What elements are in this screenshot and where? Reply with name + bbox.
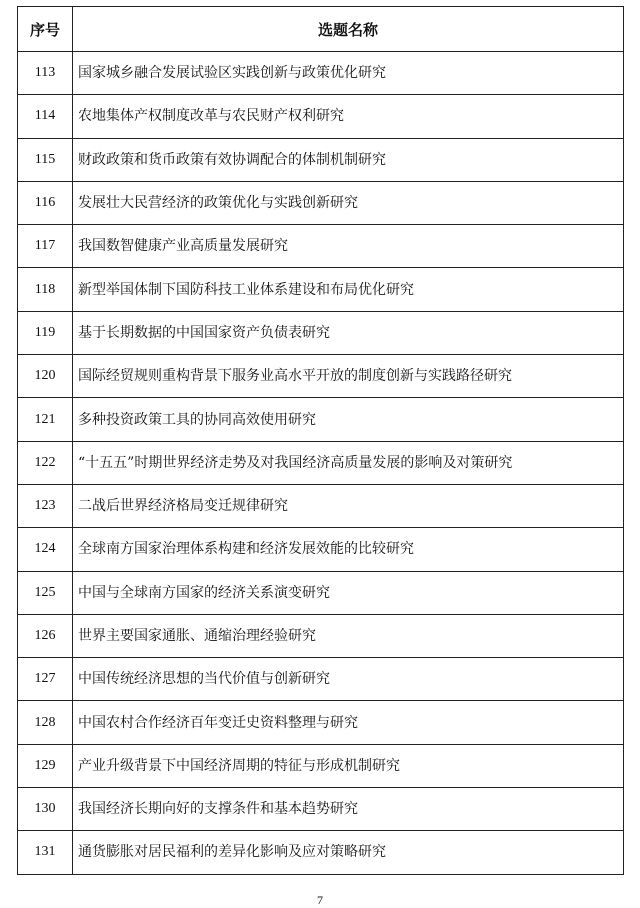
row-index: 131 [18, 831, 73, 874]
row-topic-name: 基于长期数据的中国国家资产负债表研究 [73, 311, 624, 354]
table-row [18, 311, 624, 354]
row-index: 113 [18, 52, 73, 95]
table-header-row [18, 7, 624, 52]
row-topic-name: 发展壮大民营经济的政策优化与实践创新研究 [73, 181, 624, 224]
row-index: 126 [18, 614, 73, 657]
row-topic-name: 中国与全球南方国家的经济关系演变研究 [73, 571, 624, 614]
row-topic-name: 多种投资政策工具的协同高效使用研究 [73, 398, 624, 441]
row-topic-name: 财政政策和货币政策有效协调配合的体制机制研究 [73, 138, 624, 181]
topic-table [17, 6, 624, 875]
row-topic-name: 农地集体产权制度改革与农民财产权利研究 [73, 95, 624, 138]
table-row [18, 398, 624, 441]
table-row [18, 788, 624, 831]
row-index: 114 [18, 95, 73, 138]
header-topic-name: 选题名称 [73, 7, 624, 52]
row-index: 123 [18, 484, 73, 527]
table-row [18, 181, 624, 224]
row-index: 121 [18, 398, 73, 441]
row-topic-name: 全球南方国家治理体系构建和经济发展效能的比较研究 [73, 528, 624, 571]
row-topic-name: 我国经济长期向好的支撑条件和基本趋势研究 [73, 788, 624, 831]
row-topic-name: 通货膨胀对居民福利的差异化影响及应对策略研究 [73, 831, 624, 874]
row-index: 120 [18, 355, 73, 398]
table-row [18, 355, 624, 398]
row-index: 128 [18, 701, 73, 744]
row-topic-name: 我国数智健康产业高质量发展研究 [73, 225, 624, 268]
table-row [18, 225, 624, 268]
row-topic-name: 中国农村合作经济百年变迁史资料整理与研究 [73, 701, 624, 744]
table-row [18, 701, 624, 744]
row-topic-name: 世界主要国家通胀、通缩治理经验研究 [73, 614, 624, 657]
row-index: 124 [18, 528, 73, 571]
page-number: 7 [317, 893, 323, 907]
table-row [18, 658, 624, 701]
table-row [18, 831, 624, 874]
row-topic-name: 新型举国体制下国防科技工业体系建设和布局优化研究 [73, 268, 624, 311]
table-row [18, 268, 624, 311]
table-row [18, 744, 624, 787]
row-index: 129 [18, 744, 73, 787]
row-index: 130 [18, 788, 73, 831]
row-topic-name: 产业升级背景下中国经济周期的特征与形成机制研究 [73, 744, 624, 787]
row-index: 127 [18, 658, 73, 701]
table-row [18, 614, 624, 657]
row-index: 116 [18, 181, 73, 224]
row-topic-name: “十五五”时期世界经济走势及对我国经济高质量发展的影响及对策研究 [73, 441, 624, 484]
table-row [18, 441, 624, 484]
table-row [18, 571, 624, 614]
table-row [18, 528, 624, 571]
row-index: 118 [18, 268, 73, 311]
header-index: 序号 [18, 7, 73, 52]
row-index: 117 [18, 225, 73, 268]
topic-table-container [17, 6, 623, 875]
table-row [18, 484, 624, 527]
row-index: 115 [18, 138, 73, 181]
table-row [18, 52, 624, 95]
row-topic-name: 国际经贸规则重构背景下服务业高水平开放的制度创新与实践路径研究 [73, 355, 624, 398]
row-index: 119 [18, 311, 73, 354]
row-topic-name: 二战后世界经济格局变迁规律研究 [73, 484, 624, 527]
row-topic-name: 中国传统经济思想的当代价值与创新研究 [73, 658, 624, 701]
table-row [18, 138, 624, 181]
row-index: 125 [18, 571, 73, 614]
row-index: 122 [18, 441, 73, 484]
table-row [18, 95, 624, 138]
row-topic-name: 国家城乡融合发展试验区实践创新与政策优化研究 [73, 52, 624, 95]
